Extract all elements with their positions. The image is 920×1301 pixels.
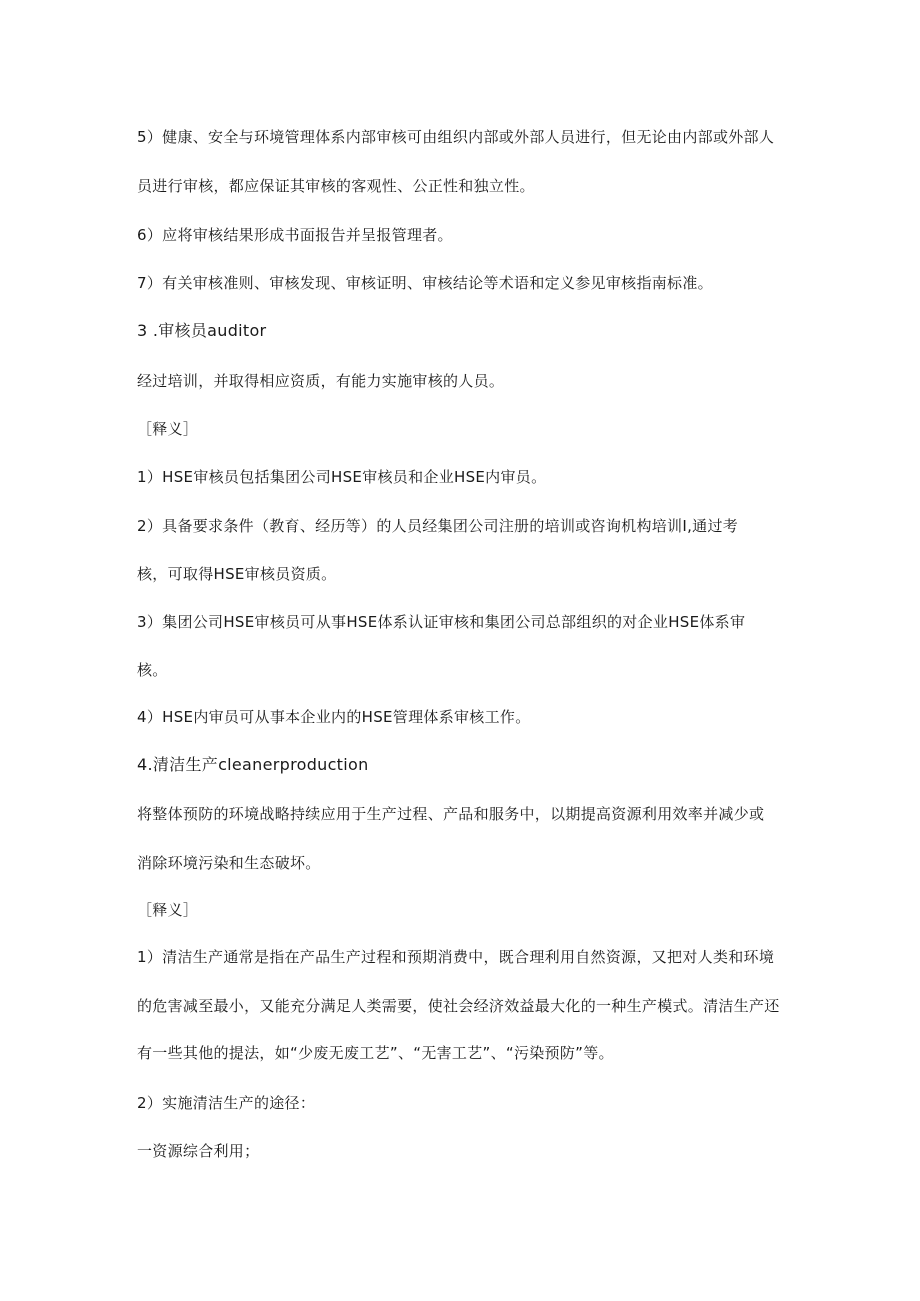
paragraph-line: 2）具备要求条件（教育、经历等）的人员经集团公司注册的培训或咨询机构培训I,通过考: [137, 517, 739, 535]
paragraph-line: 员进行审核，都应保证其审核的客观性、公正性和独立性。: [137, 177, 535, 195]
paragraph-line: 4）HSE内审员可从事本企业内的HSE管理体系审核工作。: [137, 708, 531, 726]
paragraph-line: 核，可取得HSE审核员资质。: [137, 565, 337, 583]
paragraph-line: 3）集团公司HSE审核员可从事HSE体系认证审核和集团公司总部组织的对企业HSE体系审: [137, 613, 746, 631]
paragraph-line: 一资源综合利用；: [137, 1142, 260, 1160]
paragraph-line: 消除环境污染和生态破坏。: [137, 854, 321, 872]
paragraph-line: 5）健康、安全与环境管理体系内部审核可由组织内部或外部人员进行，但无论由内部或外部人: [137, 128, 775, 146]
paragraph-line: 2）实施清洁生产的途径：: [137, 1094, 316, 1112]
annotation-label: ［释义］: [137, 420, 199, 438]
annotation-label: ［释义］: [137, 901, 199, 919]
section-heading: 3 .审核员auditor: [137, 321, 267, 340]
paragraph-line: 将整体预防的环境战略持续应用于生产过程、产品和服务中，以期提高资源利用效率并减少或: [137, 805, 765, 823]
section-heading: 4.清洁生产cleanerproduction: [137, 755, 369, 774]
paragraph-line: 7）有关审核准则、审核发现、审核证明、审核结论等术语和定义参见审核指南标准。: [137, 274, 713, 292]
paragraph-line: 核。: [137, 661, 168, 679]
paragraph-line: 6）应将审核结果形成书面报告并呈报管理者。: [137, 226, 453, 244]
paragraph-line: 经过培训，并取得相应资质，有能力实施审核的人员。: [137, 372, 505, 390]
paragraph-line: 的危害减至最小，又能充分满足人类需要，使社会经济效益最大化的一种生产模式。清洁生产还: [137, 997, 780, 1015]
paragraph-line: 有一些其他的提法，如“少废无废工艺”、“无害工艺”、“污染预防”等。: [137, 1044, 614, 1062]
paragraph-line: 1）HSE审核员包括集团公司HSE审核员和企业HSE内审员。: [137, 468, 547, 486]
paragraph-line: 1）清洁生产通常是指在产品生产过程和预期消费中，既合理利用自然资源，又把对人类和环境: [137, 948, 775, 966]
